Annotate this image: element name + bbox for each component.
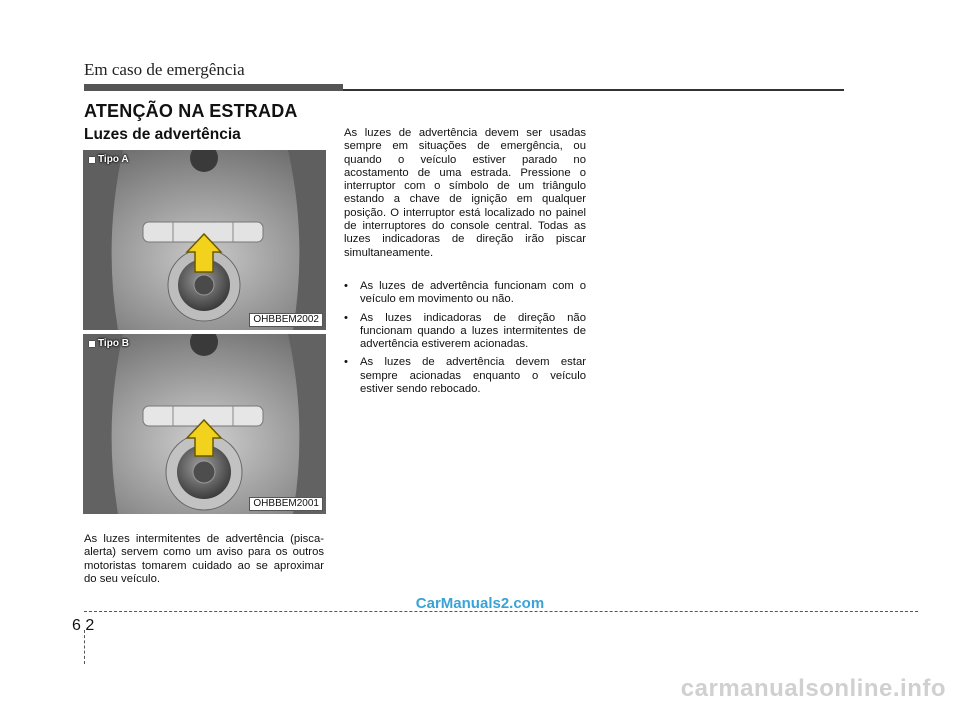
list-item — [344, 280, 586, 307]
watermark-footer: carmanualsonline.info — [680, 675, 946, 702]
notes-list — [344, 280, 586, 401]
bullet-icon: • — [344, 280, 348, 292]
watermark-link[interactable]: CarManuals2.com — [415, 595, 545, 612]
footer-dashed-rule — [84, 611, 918, 612]
bullet-icon: • — [344, 356, 348, 369]
list-item — [344, 356, 586, 396]
figure-type-b — [83, 334, 326, 514]
footer-dashed-marker — [84, 630, 85, 664]
figure-tag-label: Tipo B — [98, 338, 129, 349]
figure-code: OHBBEM2002 — [249, 313, 323, 327]
intro-paragraph: As luzes intermitentes de advertência (pisca-alerta) servem como um aviso para os outros motoristas tomarem cuidado ao se aproximar do seu veículo. — [84, 533, 324, 585]
page-number: 6 2 — [72, 617, 95, 634]
header-rule-accent — [84, 84, 343, 91]
figure-type-a — [83, 150, 326, 330]
chapter-title: Em caso de emergência — [84, 60, 245, 79]
figure-tag — [89, 338, 129, 349]
list-item-text: As luzes indicadoras de direção não funcionam quando a luzes intermitentes de advertência estiverem acionadas. — [360, 311, 586, 351]
square-bullet-icon — [89, 157, 95, 163]
list-item-text: As luzes de advertência funcionam com o veículo em movimento ou não. — [360, 280, 586, 306]
console-photo-b — [83, 334, 326, 514]
bullet-icon: • — [344, 311, 348, 324]
square-bullet-icon — [89, 341, 95, 347]
figure-tag-label: Tipo A — [98, 154, 129, 165]
console-photo-a — [83, 150, 326, 330]
subsection-title: Luzes de advertência — [84, 126, 241, 143]
usage-paragraph: As luzes de advertência devem ser usadas sempre em situações de emergência, ou quando o veículo estiver parado no acostamento de uma estrada. Pressione o interruptor com o símbolo de um triângulo estando a chave de ignição em qualquer posição. O interruptor está localizado no painel de interruptores do console central. Todas as luzes indicadoras de direção irão piscar simultaneamente. — [344, 127, 586, 259]
figure-tag — [89, 154, 129, 165]
list-item — [344, 312, 586, 352]
section-title: ATENÇÃO NA ESTRADA — [84, 101, 298, 121]
list-item-text: As luzes de advertência devem estar sempre acionadas enquanto o veículo estiver sendo rebocado. — [360, 356, 586, 396]
figure-code: OHBBEM2001 — [249, 497, 323, 511]
